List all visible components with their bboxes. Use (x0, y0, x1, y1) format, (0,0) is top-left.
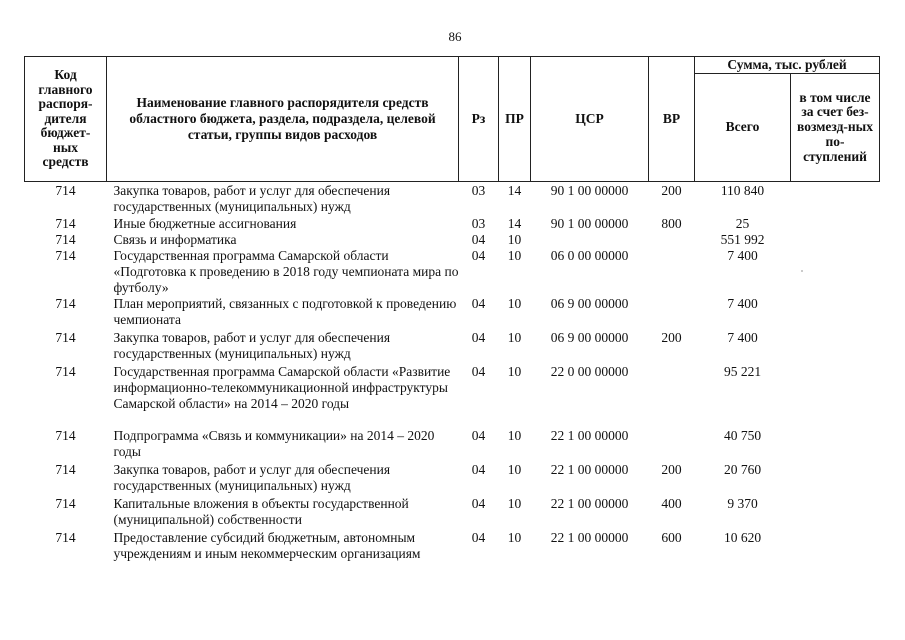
row-pr: 10 (507, 529, 522, 545)
row-vr: 200 (661, 461, 682, 477)
row-pr: 10 (507, 495, 522, 511)
row-pr: 10 (507, 427, 522, 443)
row-csr: 22 1 00 00000 (550, 495, 629, 511)
row-code: 714 (55, 247, 76, 263)
row-rz: 04 (471, 529, 486, 545)
row-rz: 04 (471, 329, 486, 345)
header-pr: ПР (499, 57, 531, 182)
row-other (791, 530, 880, 578)
row-csr: 90 1 00 00000 (550, 215, 629, 231)
table-row (25, 182, 880, 216)
row-name: Подпрограмма «Связь и коммуникации» на 2014 – 2020 годы (113, 427, 435, 459)
row-rz: 04 (471, 295, 486, 311)
row-pr: 10 (507, 247, 522, 263)
header-rz: Рз (459, 57, 499, 182)
row-pr: 10 (507, 363, 522, 379)
row-pr: 10 (507, 461, 522, 477)
row-pr: 10 (507, 329, 522, 345)
row-rz: 04 (471, 427, 486, 443)
row-total: 20 760 (723, 461, 762, 477)
table-row (25, 496, 880, 530)
page-number: 86 (448, 29, 462, 44)
row-total: 10 620 (723, 529, 762, 545)
row-code: 714 (55, 183, 76, 198)
table-row (25, 330, 880, 364)
row-name: Закупка товаров, работ и услуг для обеспечения государственных (муниципальных) нужд (113, 329, 391, 361)
row-total: 7 400 (727, 295, 758, 311)
row-other (791, 496, 880, 530)
row-vr: 200 (661, 329, 682, 345)
table-body (25, 182, 880, 578)
row-rz: 03 (471, 183, 486, 198)
row-csr (531, 232, 649, 248)
row-csr: 22 1 00 00000 (550, 427, 629, 443)
row-code: 714 (55, 295, 76, 311)
row-total: 7 400 (727, 247, 758, 263)
header-code (25, 57, 107, 182)
row-code: 714 (55, 231, 76, 247)
row-code: 714 (55, 363, 76, 379)
row-csr: 22 0 00 00000 (550, 363, 629, 379)
row-name: Государственная программа Самарской области «Развитие информационно-телекоммуникационной инфраструктуры Самарской области» на 2014 – 2020 годы (113, 363, 451, 411)
row-csr: 06 9 00 00000 (550, 295, 629, 311)
header-vr: ВР (649, 57, 695, 182)
row-rz: 04 (471, 363, 486, 379)
budget-table (24, 56, 880, 578)
row-total: 110 840 (720, 183, 765, 198)
row-vr (649, 428, 695, 462)
row-rz: 04 (471, 461, 486, 477)
row-total: 7 400 (727, 329, 758, 345)
row-pr: 14 (507, 215, 522, 231)
header-sum: Сумма, тыс. рублей (695, 57, 880, 74)
row-csr: 90 1 00 00000 (550, 183, 629, 198)
row-other (791, 232, 880, 248)
row-other (791, 428, 880, 462)
row-total: 95 221 (723, 363, 762, 379)
row-name: Закупка товаров, работ и услуг для обеспечения государственных (муниципальных) нужд (113, 461, 391, 493)
row-other (791, 296, 880, 330)
row-csr: 06 0 00 00000 (550, 247, 629, 263)
table-row (25, 428, 880, 462)
table-row (25, 216, 880, 232)
table-row (25, 462, 880, 496)
row-name: Государственная программа Самарской области «Подготовка к проведению в 2018 году чемпионата мира по футболу» (113, 247, 459, 295)
header-code-text: Код главного распоря-дителя бюджет-ных средств (38, 66, 93, 170)
row-name: Предоставление субсидий бюджетным, автономным учреждениям и иным некоммерческим организациям (113, 529, 421, 561)
row-other (791, 330, 880, 364)
header-csr: ЦСР (531, 57, 649, 182)
row-code: 714 (55, 215, 76, 231)
row-pr: 10 (507, 295, 522, 311)
header-name: Наименование главного распорядителя средств областного бюджета, раздела, подраздела, целевой статьи, группы видов расходов (107, 57, 459, 182)
row-name: Иные бюджетные ассигнования (113, 215, 297, 231)
header-other (791, 74, 880, 182)
row-name: Закупка товаров, работ и услуг для обеспечения государственных (муниципальных) нужд (113, 183, 391, 214)
row-name: Связь и информатика (113, 231, 237, 247)
row-rz: 03 (471, 215, 486, 231)
table-row (25, 296, 880, 330)
row-other (791, 248, 880, 296)
row-code: 714 (55, 329, 76, 345)
row-rz: 04 (471, 231, 486, 247)
row-csr: 22 1 00 00000 (550, 529, 629, 545)
table-row (25, 530, 880, 578)
table-row (25, 364, 880, 428)
row-rz: 04 (471, 247, 486, 263)
row-pr: 14 (507, 183, 522, 198)
row-vr (649, 248, 695, 296)
row-code: 714 (55, 495, 76, 511)
row-code: 714 (55, 427, 76, 443)
row-vr (649, 296, 695, 330)
table-row (25, 232, 880, 248)
row-other (791, 462, 880, 496)
row-other (791, 182, 880, 216)
row-other (791, 364, 880, 428)
row-csr: 06 9 00 00000 (550, 329, 629, 345)
row-total: 25 (735, 215, 750, 231)
row-csr: 22 1 00 00000 (550, 461, 629, 477)
row-vr (649, 364, 695, 428)
row-pr: 10 (507, 231, 522, 247)
row-name: Капитальные вложения в объекты государственной (муниципальной) собственности (113, 495, 409, 527)
row-total: 9 370 (727, 495, 758, 511)
scan-speck (801, 270, 803, 272)
row-vr: 800 (661, 215, 682, 231)
row-rz: 04 (471, 495, 486, 511)
header-total: Всего (695, 74, 791, 182)
table-row (25, 248, 880, 296)
row-name: План мероприятий, связанных с подготовкой к проведению чемпионата (113, 295, 457, 327)
row-vr: 400 (661, 495, 682, 511)
row-other (791, 216, 880, 232)
row-vr: 600 (661, 529, 682, 545)
row-total: 551 992 (720, 231, 765, 247)
header-other-text: в том числе за счет без-возмезд-ных по-ступлений (797, 89, 873, 164)
row-code: 714 (55, 529, 76, 545)
row-total: 40 750 (723, 427, 762, 443)
row-vr (649, 232, 695, 248)
row-code: 714 (55, 461, 76, 477)
row-vr: 200 (661, 183, 682, 198)
